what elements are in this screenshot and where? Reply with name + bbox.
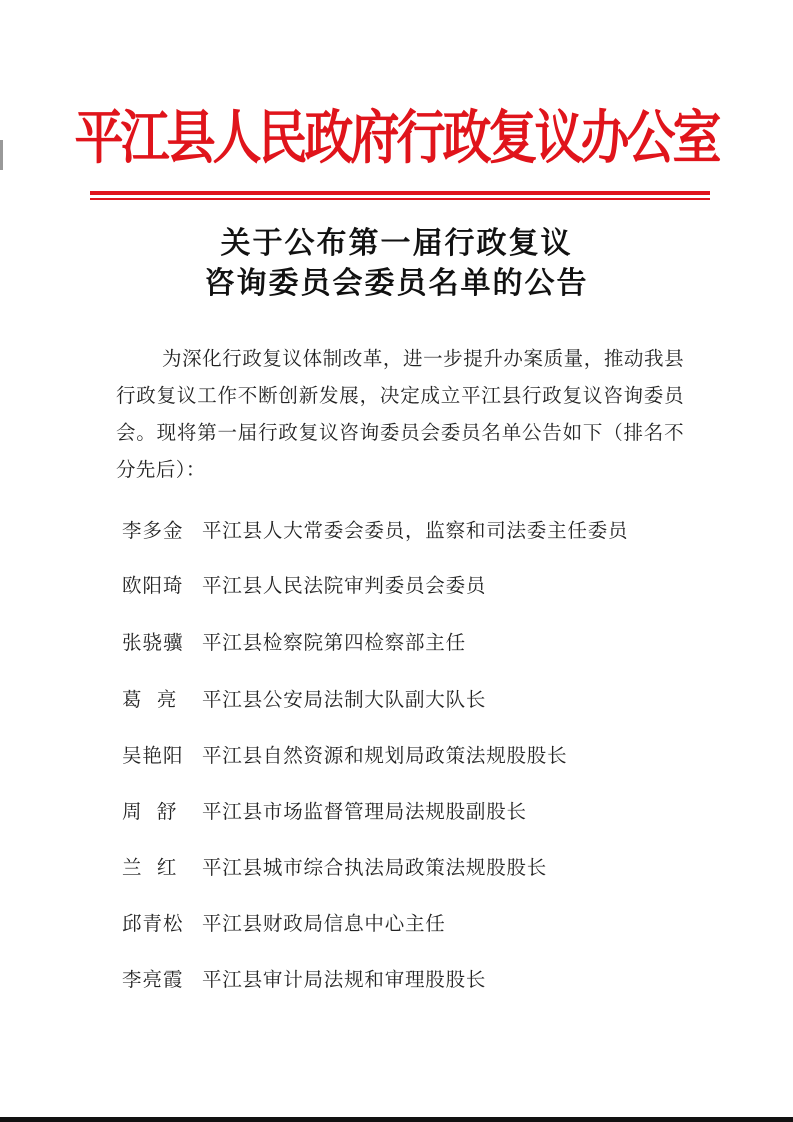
issuing-organization-title: 平江县人民政府行政复议办公室 [74, 103, 719, 172]
member-row [122, 796, 722, 826]
member-name: 李亮霞 [122, 968, 184, 991]
notice-title-line-2: 咨询委员会委员名单的公告 [204, 266, 589, 301]
member-role: 平江县检察院第四检察部主任 [202, 631, 466, 654]
notice-title-line-1: 关于公布第一届行政复议 [220, 226, 573, 261]
member-role: 平江县人大常委会委员，监察和司法委主任委员 [202, 519, 629, 542]
member-row [122, 964, 722, 994]
member-role: 平江县市场监督管理局法规股副股长 [202, 800, 527, 823]
member-name: 张骁骥 [122, 631, 184, 654]
notice-body-paragraph: 为深化行政复议体制改革，进一步提升办案质量，推动我县行政复议工作不断创新发展，决定成立平江县行政复议咨询委员会。现将第一届行政复议咨询委员会委员名单公告如下（排名不分先后）： [116, 347, 684, 481]
member-name: 葛 亮 [122, 688, 178, 711]
header-red-rule-thin [90, 198, 710, 200]
member-role: 平江县财政局信息中心主任 [202, 912, 446, 935]
member-name: 周 舒 [122, 800, 178, 823]
member-role: 平江县自然资源和规划局政策法规股股长 [202, 744, 568, 767]
member-row [122, 627, 722, 657]
member-name: 欧阳琦 [122, 574, 184, 597]
member-name: 邱青松 [122, 912, 184, 935]
member-name: 兰 红 [122, 856, 178, 879]
member-role: 平江县审计局法规和审理股股长 [202, 968, 487, 991]
member-row [122, 908, 722, 938]
member-row [122, 740, 722, 770]
member-row [122, 852, 722, 882]
member-role: 平江县人民法院审判委员会委员 [202, 574, 487, 597]
member-name: 李多金 [122, 519, 184, 542]
member-role: 平江县公安局法制大队副大队长 [202, 688, 487, 711]
member-name: 吴艳阳 [122, 744, 184, 767]
member-row [122, 684, 722, 714]
member-role: 平江县城市综合执法局政策法规股股长 [202, 856, 548, 879]
header-red-rule-thick [90, 191, 710, 195]
scan-bottom-edge [0, 1117, 793, 1122]
member-row [122, 570, 722, 600]
member-row [122, 515, 722, 545]
